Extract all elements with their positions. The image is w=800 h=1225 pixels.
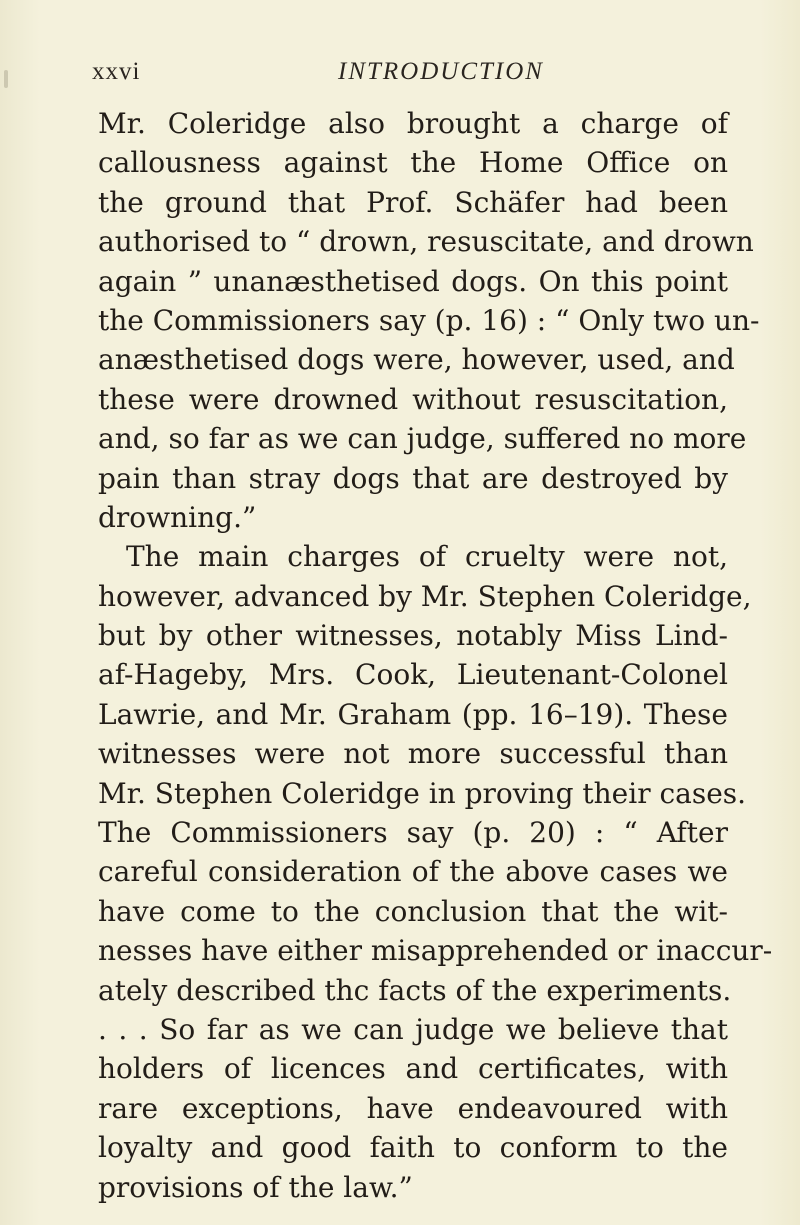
text-line: ately described thc facts of the experiments. — [98, 973, 732, 1007]
text-line: nesses have either misapprehended or inaccur- — [98, 934, 773, 968]
text-line: Lawrie, and Mr. Graham (pp. 16–19). These — [98, 697, 728, 731]
text-line: and, so far as we can judge, suffered no more — [98, 422, 747, 456]
text-line: but by other witnesses, notably Miss Lind- — [98, 619, 728, 653]
text-line: The Commissioners say (p. 20) : “ After — [98, 816, 728, 850]
text-line: have come to the conclusion that the wit- — [98, 894, 728, 928]
text-line: callousness against the Home Office on — [98, 146, 728, 180]
text-line: again ” unanæsthetised dogs. On this point — [98, 264, 728, 298]
text-line: af-Hageby, Mrs. Cook, Lieutenant-Colonel — [98, 658, 728, 692]
text-line: however, advanced by Mr. Stephen Coleridge, — [98, 579, 752, 613]
text-line: The main charges of cruelty were not, — [126, 540, 728, 574]
running-title: INTRODUCTION — [338, 58, 544, 85]
text-line: witnesses were not more successful than — [98, 737, 728, 771]
running-head — [0, 58, 800, 88]
text-line: these were drowned without resuscitation, — [98, 382, 728, 416]
body-text — [98, 104, 773, 1207]
text-line: Mr. Coleridge also brought a charge of — [98, 107, 728, 140]
text-line: Mr. Stephen Coleridge in proving their cases. — [98, 776, 747, 810]
text-line: the ground that Prof. Schäfer had been — [98, 185, 728, 219]
text-line: anæsthetised dogs were, however, used, and — [98, 343, 735, 377]
text-line: . . . So far as we can judge we believe that — [98, 1012, 728, 1046]
page-number: xxvi — [92, 58, 141, 85]
text-line: authorised to “ drown, resuscitate, and drown — [98, 225, 754, 259]
text-line: the Commissioners say (p. 16) : “ Only two un- — [98, 303, 760, 337]
text-line: provisions of the law.” — [98, 1170, 413, 1204]
text-line: rare exceptions, have endeavoured with — [98, 1091, 728, 1125]
text-line: holders of licences and certificates, with — [98, 1052, 728, 1086]
text-line: drowning.” — [98, 500, 257, 534]
text-line: loyalty and good faith to conform to the — [98, 1131, 728, 1165]
text-line: careful consideration of the above cases we — [98, 855, 728, 889]
text-line: pain than stray dogs that are destroyed by — [98, 461, 728, 495]
